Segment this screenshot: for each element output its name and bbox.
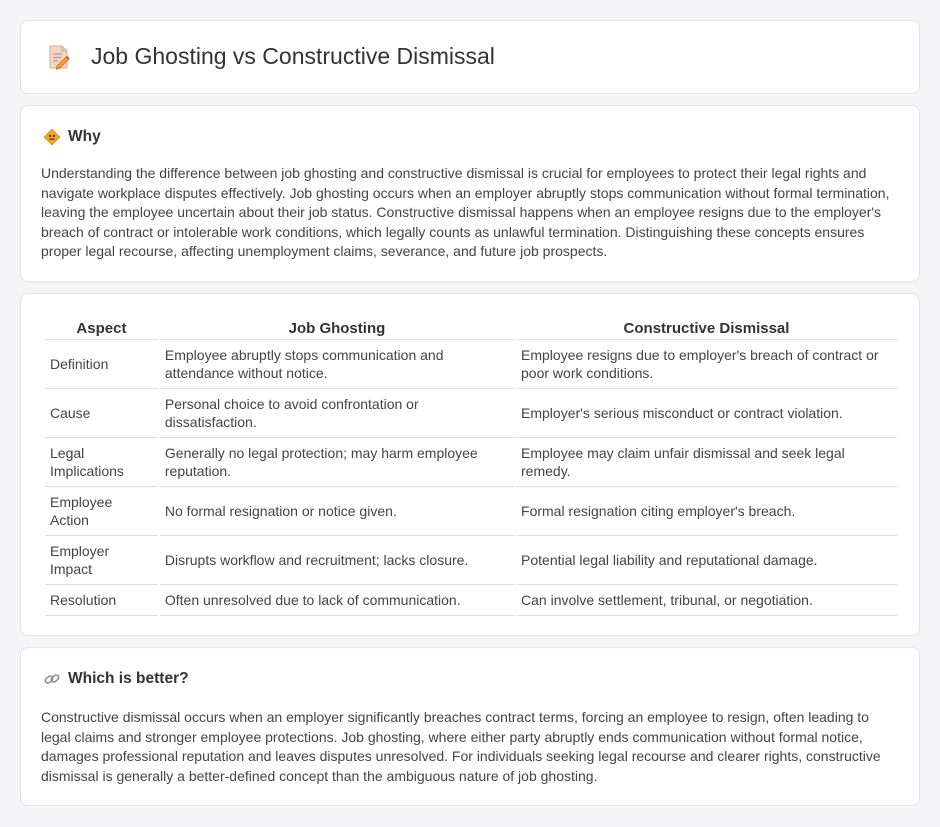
why-title: Why	[68, 128, 101, 145]
comparison-table	[43, 314, 899, 616]
table-row	[45, 536, 897, 585]
row-aspect: Employee Action	[45, 487, 158, 536]
row-job-ghosting: Generally no legal protection; may harm employee reputation.	[160, 438, 514, 487]
header-constructive-dismissal: Constructive Dismissal	[516, 314, 897, 340]
row-aspect: Employer Impact	[45, 536, 158, 585]
row-aspect: Legal Implications	[45, 438, 158, 487]
table-row	[45, 585, 897, 616]
row-aspect: Cause	[45, 389, 158, 438]
diamond-sign-icon	[43, 128, 61, 146]
table-row	[45, 389, 897, 438]
table-header-row	[45, 314, 897, 340]
table-row	[45, 340, 897, 389]
document-pencil-icon	[47, 44, 71, 70]
header-job-ghosting: Job Ghosting	[160, 314, 514, 340]
table-row	[45, 487, 897, 536]
row-job-ghosting: Employee abruptly stops communication and attendance without notice.	[160, 340, 514, 389]
row-job-ghosting: Disrupts workflow and recruitment; lacks closure.	[160, 536, 514, 585]
header-aspect: Aspect	[45, 314, 158, 340]
title-row	[47, 43, 495, 70]
better-paragraph: Constructive dismissal occurs when an employer significantly breaches contract terms, forcing an employee to resign, often leading to legal claims and stronger employee protections. Job ghosting, where either party abruptly ends communication without formal notice, damages professional reputation and leaves disputes unresolved. For individuals seeking legal recourse and clearer rights, constructive dismissal is generally a better-defined concept than the ambiguous nature of job ghosting.	[41, 709, 881, 784]
row-constructive-dismissal: Employer's serious misconduct or contract violation.	[516, 389, 897, 438]
header-card	[20, 20, 920, 94]
which-is-better-section	[20, 647, 920, 806]
row-aspect: Definition	[45, 340, 158, 389]
row-aspect: Resolution	[45, 585, 158, 616]
row-job-ghosting: Often unresolved due to lack of communication.	[160, 585, 514, 616]
row-constructive-dismissal: Employee resigns due to employer's breach of contract or poor work conditions.	[516, 340, 897, 389]
row-constructive-dismissal: Potential legal liability and reputational damage.	[516, 536, 897, 585]
why-section	[20, 105, 920, 282]
better-title: Which is better?	[68, 670, 189, 687]
table-row	[45, 438, 897, 487]
row-constructive-dismissal: Formal resignation citing employer's breach.	[516, 487, 897, 536]
comparison-table-card	[20, 293, 920, 636]
link-icon	[43, 670, 61, 688]
why-paragraph: Understanding the difference between job ghosting and constructive dismissal is crucial for employees to protect their legal rights and navigate workplace disputes effectively. Job ghosting occurs when an employer abruptly stops communication without formal termination, leaving the employee uncertain about their job status. Constructive dismissal happens when an employee resigns due to the employer's breach of contract or intolerable work conditions, which legally counts as unlawful termination. Distinguishing these concepts ensures proper legal recourse, affecting unemployment claims, severance, and future job prospects.	[41, 165, 890, 260]
row-job-ghosting: Personal choice to avoid confrontation or dissatisfaction.	[160, 389, 514, 438]
row-job-ghosting: No formal resignation or notice given.	[160, 487, 514, 536]
page-title: Job Ghosting vs Constructive Dismissal	[91, 43, 495, 69]
row-constructive-dismissal: Employee may claim unfair dismissal and seek legal remedy.	[516, 438, 897, 487]
why-heading	[43, 128, 101, 146]
better-heading	[43, 670, 189, 688]
row-constructive-dismissal: Can involve settlement, tribunal, or negotiation.	[516, 585, 897, 616]
